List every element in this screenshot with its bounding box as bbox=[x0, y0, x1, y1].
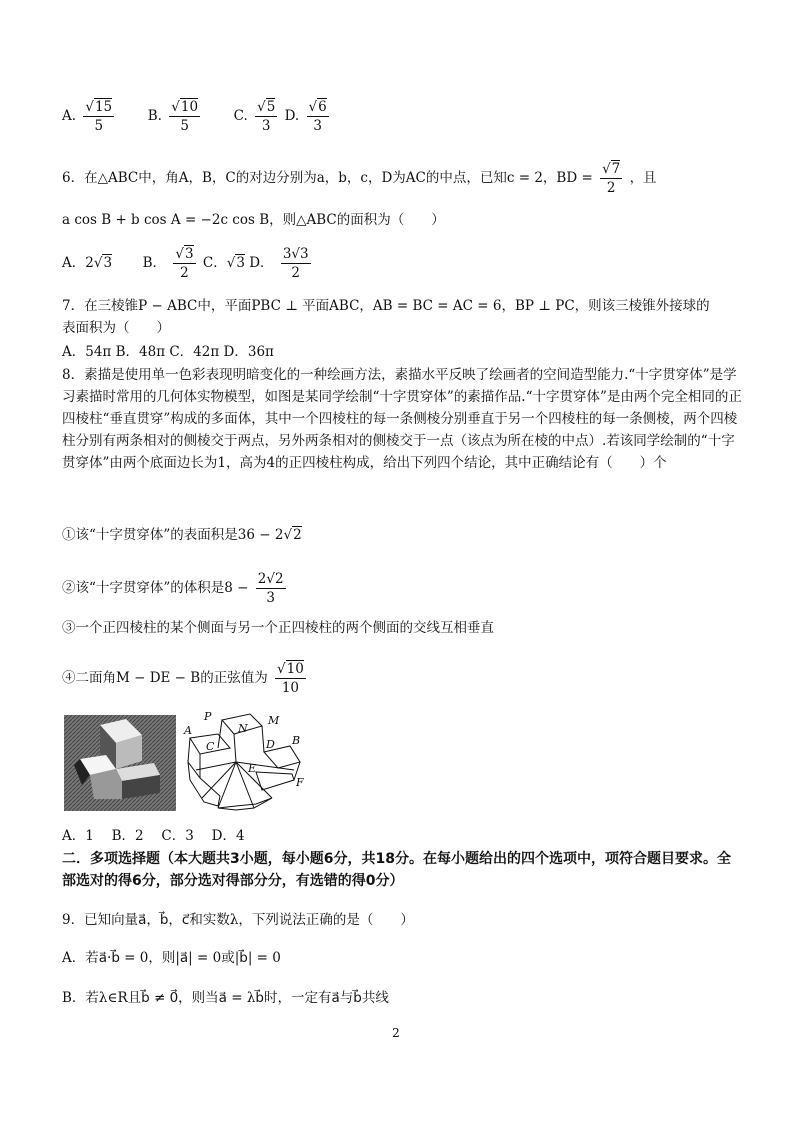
fig-label-a: A bbox=[184, 724, 192, 737]
q8-conclusion-3: ③一个正四棱柱的某个侧面与另一个正四棱柱的两个侧面的交线互相垂直 bbox=[62, 620, 494, 636]
q8-conclusion-2: ②该“十字贯穿体”的体积是8 − $\frac{2√2}{3}$ bbox=[62, 571, 284, 606]
q5-option-b-frac: √ $\frac{10}{5}$ bbox=[169, 98, 200, 135]
q8-conclusion-4: ④二面角M − DE − B的正弦值为 √ $\frac{10}{10}$ bbox=[62, 660, 742, 697]
q7-options: A．54π B．48π C．42π D．36π bbox=[62, 344, 274, 360]
q9-stem: 9．已知向量a⃗，b⃗，c⃗和实数λ，下列说法正确的是（ ） bbox=[62, 912, 414, 928]
q5-option-d-frac: √ $\frac{6}{3}$ bbox=[307, 98, 329, 135]
q9-option-b: B．若λ∈R且b⃗ ≠ 0⃗，则当a⃗ = λb⃗时，一定有a⃗与b⃗共线 bbox=[62, 990, 389, 1006]
q5-option-a-label: A. bbox=[62, 108, 77, 124]
q6-bd-frac: √ $\frac{7}{2}$ bbox=[600, 160, 622, 197]
q6-options: A．2√ 3 B． √ $\frac{3}{2}$ C．√ 3 D． $\frac{3√3}{2}$ bbox=[62, 245, 742, 282]
fig-label-f: F bbox=[296, 776, 304, 789]
fig-label-b: B bbox=[292, 734, 301, 747]
fig-label-m: M bbox=[268, 714, 280, 727]
q7-stem-line1: 7．在三棱锥P − ABC中，平面PBC ⊥ 平面ABC，AB = BC = AC = 6，BP ⊥ PC，则该三棱锥外接球的 bbox=[62, 298, 710, 314]
q5-option-a-frac: √ $\frac{15}{5}$ bbox=[83, 98, 114, 135]
q5-options bbox=[62, 98, 742, 135]
q8-options: A．1 B．2 C．3 D．4 bbox=[62, 828, 245, 844]
q6-stem-line2: a cos B + b cos A = −2c cos B，则△ABC的面积为（ ） bbox=[62, 212, 445, 228]
fig-label-c: C bbox=[206, 740, 215, 753]
cross-prism-diagram bbox=[182, 712, 308, 812]
q5-option-d-label: D. bbox=[284, 108, 300, 124]
section-2-title: 二．多项选择题（本大题共3小题，每小题6分，共18分。在每小题给出的四个选项中，项符合题目要求。全部选对的得6分，部分选对得部分分，有选错的得0分） bbox=[62, 851, 731, 889]
q6-stem-line1: 6．在△ABC中，角A，B，C的对边分别为a，b，c，D为AC的中点，已知c = 2，BD = √ $\frac{7}{2}$ ，且 bbox=[62, 160, 742, 197]
fig-label-p: P bbox=[204, 712, 212, 723]
fig-label-n: N bbox=[238, 722, 248, 735]
fig-label-e: E bbox=[248, 762, 257, 775]
fig-label-d: D bbox=[266, 738, 275, 751]
q8-paragraph: 8．素描是使用单一色彩表现明暗变化的一种绘画方法，素描水平反映了绘画者的空间造型能力.“十字贯穿体”是学习素描时常用的几何体实物模型，如图是某同学绘制“十字贯穿体”的素描作品.“十字贯穿体”是由两个完全相同的正四棱柱“垂直贯穿”构成的多面体，其中一个四棱柱的每一条侧棱分别垂直于另一个四棱柱的每一条侧棱，两个四棱柱分别有两条相对的侧棱交于两点，另外两条相对的侧棱交于一点（该点为所在棱的中点）.若该同学绘制的“十字贯穿体”由两个底面边长为1，高为4的正四棱柱构成，给出下列四个结论，其中正确结论有（ ）个 bbox=[62, 367, 742, 471]
q9-option-a: A．若a⃗·b⃗ = 0，则|a⃗| = 0或|b⃗| = 0 bbox=[62, 950, 281, 966]
q7-stem-line2: 表面积为（ ） bbox=[62, 320, 170, 336]
cross-prism-sketch-image bbox=[64, 715, 176, 811]
q5-option-c-label: C. bbox=[233, 108, 248, 124]
q5-option-b-label: B. bbox=[147, 108, 162, 124]
q8-conclusion-1: ①该“十字贯穿体”的表面积是36 − 2√ 2 bbox=[62, 525, 742, 545]
page-number: 2 bbox=[392, 1026, 400, 1040]
q5-option-c-frac: √ $\frac{5}{3}$ bbox=[255, 98, 277, 135]
